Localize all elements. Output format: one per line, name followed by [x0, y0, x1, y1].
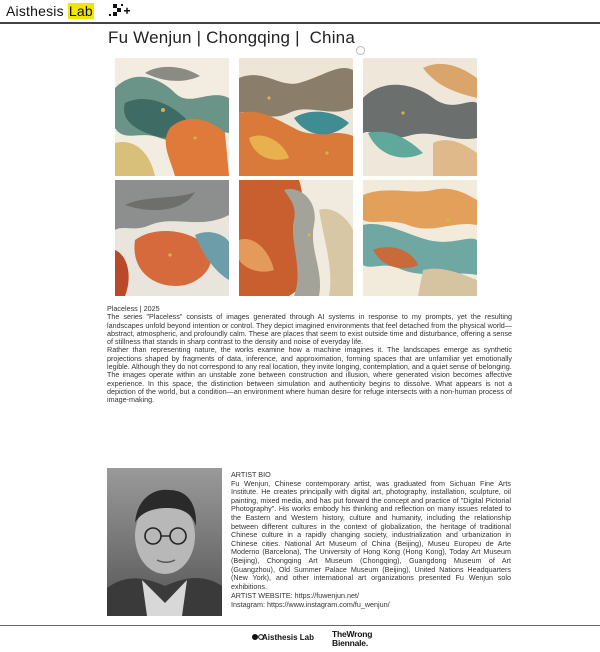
- artwork-thumbnail[interactable]: [115, 58, 229, 176]
- artwork-thumbnail[interactable]: [239, 180, 353, 296]
- footer: [0, 628, 600, 652]
- statement-paragraph: The images operate within an unstable zone between construction and illusion, where generated vision becomes affective experience. In this space, the distinction between simulation and authenticity begins to dissolve. What appears is not a depiction of the world, but a condition—an environment where human desire for refuge intersects with a non-human process of image-making.: [107, 370, 512, 405]
- brand-name: Aisthesis: [6, 3, 64, 19]
- artwork-statement: [107, 305, 512, 405]
- instagram-link[interactable]: Instagram: https://www.instagram.com/fu_wenjun/: [231, 600, 390, 610]
- footer-wrong-biennale-logo[interactable]: [332, 630, 372, 648]
- artist-bio: [231, 471, 511, 591]
- statement-paragraph: Rather than representing nature, the works examine how a machine imagines it. The landscapes emerge as synthetic projections shaped by fragments of data, inference, and approximation, forming spaces that are unfamiliar yet emotionally legible. Although they do not correspond to any real location, they invite longing, contemplation, and a quiet sense of belonging.: [107, 345, 512, 372]
- artist-portrait: [107, 468, 222, 616]
- footer-aisthesis-logo[interactable]: Aisthesis Lab: [262, 633, 315, 642]
- header-divider: [0, 22, 600, 24]
- artist-website-link[interactable]: ARTIST WEBSITE: https://fuwenjun.net/: [231, 591, 359, 600]
- wrong-logo-line: TheWrong: [332, 629, 373, 639]
- artwork-thumbnail[interactable]: [363, 180, 477, 296]
- bio-text: Fu Wenjun, Chinese contemporary artist, was graduated from Sichuan Fine Arts Institute. He creates principally with digital art, photography, installation, sculpture, oil painting, mixed media, and has put forward the concept and practice of "Digital Pictorial Photography". His works embody his thinking and reflection on many issues related to the Eastern and Western history, culture and humanity, including the relationship between different cultures in the context of globalization, the heritage of traditional Chinese culture in a rapidly changing society, industrialization and urbanization in Chinese cities. National Art Museum of China (Beijing), Museu Europeu de Arte Moderno (Barcelona), The University of Hong Kong (Hong Kong), Today Art Museum (Beijing), Chongqing Art Museum (Chongqing), Guangdong Museum of Art (Guangzhou), Old Summer Palace Museum (Beijing), United Nations Headquarters (New York), and other international art organizations presented Fu Wenjun solo exhibitions.: [231, 478, 511, 591]
- pixel-cursor-logo-icon: [109, 4, 131, 18]
- statement-heading: Placeless | 2025: [107, 304, 160, 313]
- biennale-logo-line: Biennale.: [332, 638, 368, 648]
- page-title: Fu Wenjun | Chongqing | China: [108, 28, 355, 47]
- statement-paragraph: The series "Placeless" consists of images generated through AI systems in response to my prompts, yet the resulting landscapes unfold beyond intention or control. They depict imagined environments that feel detached from the physical world—abstract, atmospheric, and profoundly calm. These are places that seem to exist outside time and disturbance, offering a sense of stillness that stands in sharp contrast to the density and noise of everyday life.: [107, 312, 512, 347]
- artwork-thumbnail[interactable]: [239, 58, 353, 176]
- artwork-thumbnail[interactable]: [115, 180, 229, 296]
- artwork-thumbnail[interactable]: [363, 58, 477, 176]
- circle-marker-icon: [356, 46, 365, 55]
- bio-heading: ARTIST BIO: [231, 470, 271, 479]
- footer-divider: [0, 625, 600, 626]
- artist-links: [231, 591, 511, 610]
- brand-lab: Lab: [68, 3, 93, 19]
- brand-logo[interactable]: [6, 3, 94, 19]
- top-bar: [0, 0, 600, 22]
